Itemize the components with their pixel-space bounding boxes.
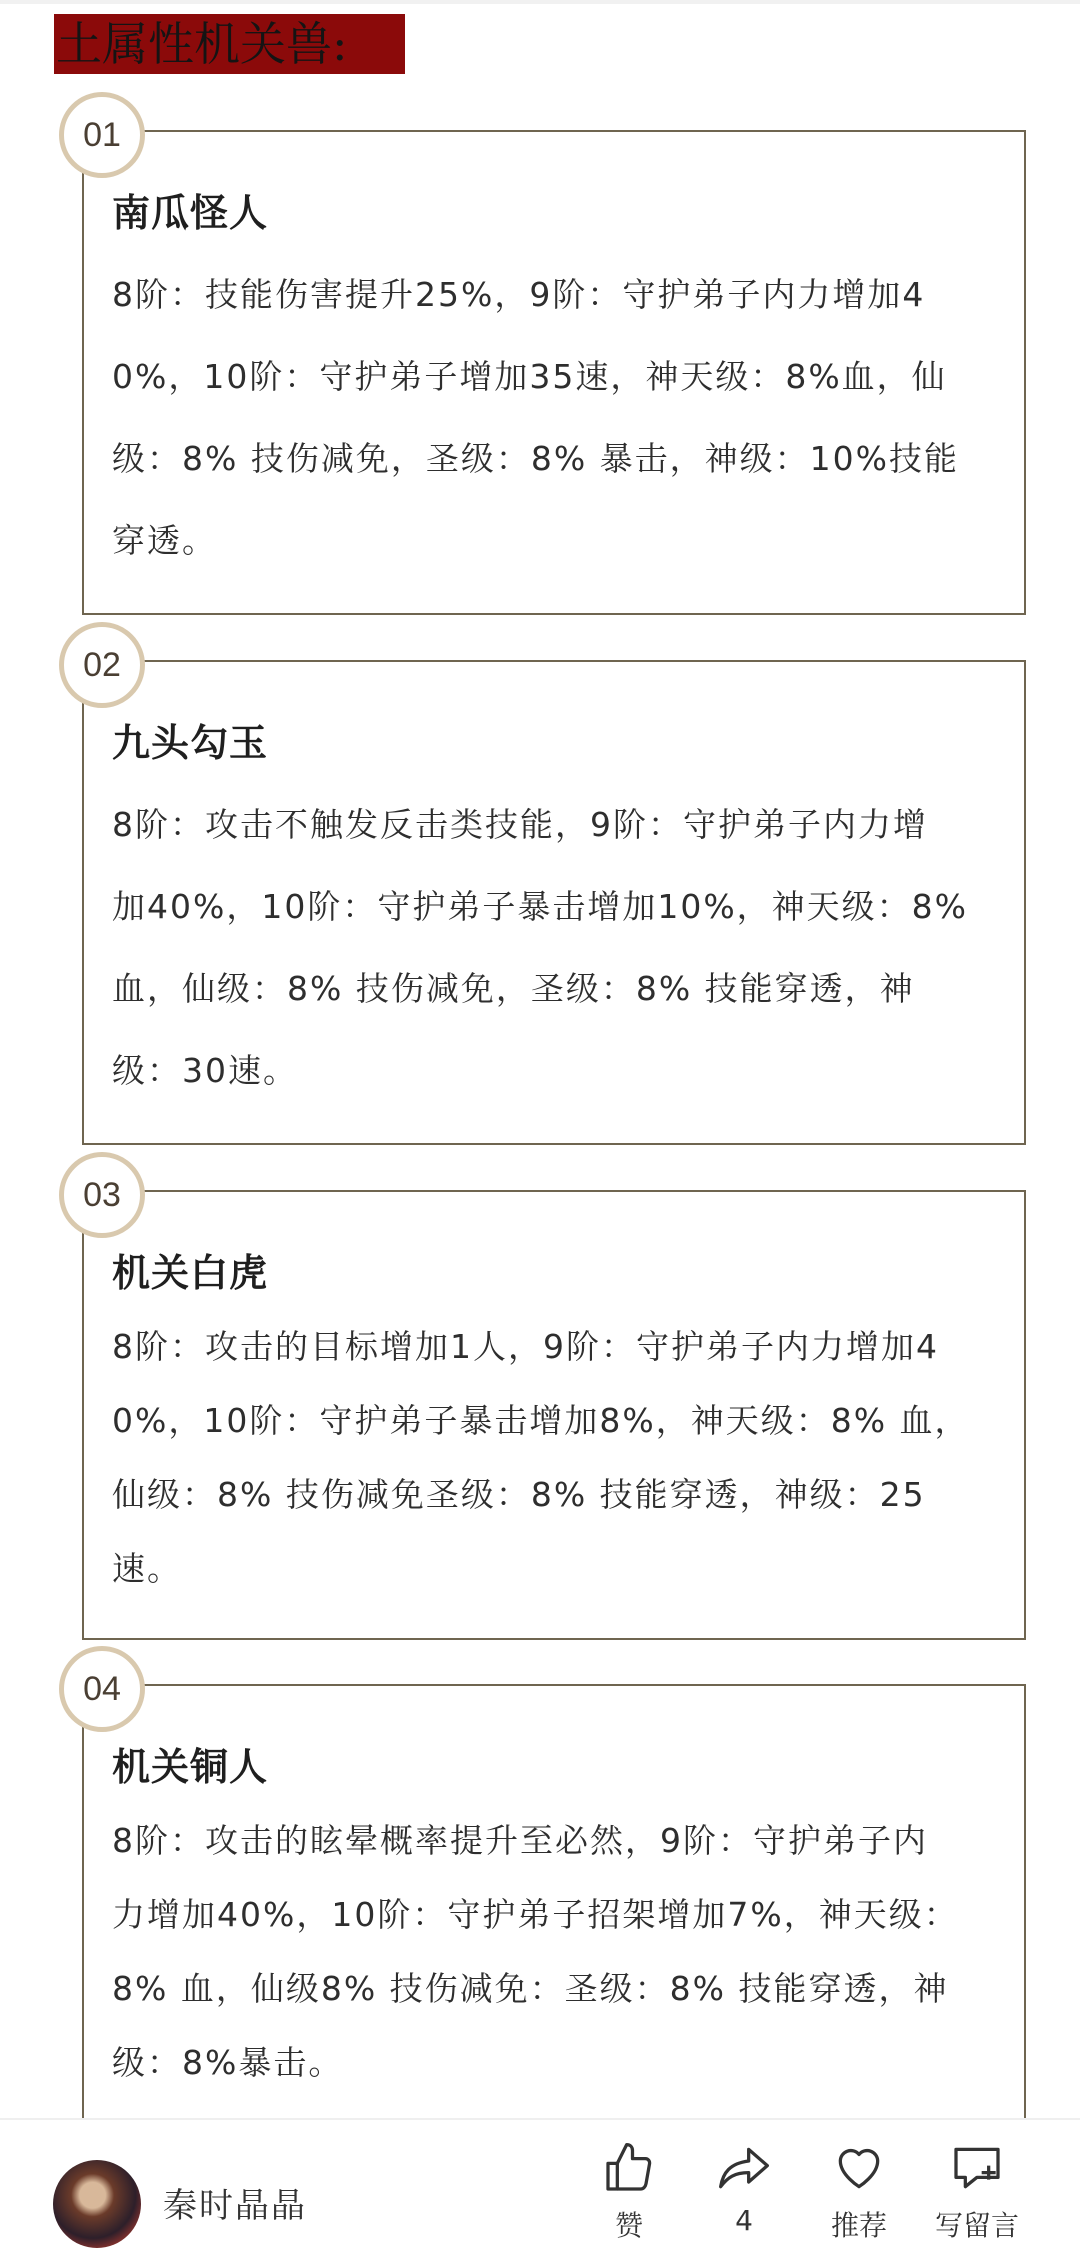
card-description <box>112 254 1000 582</box>
description-line: 级：8% 技伤减免，圣级：8% 暴击，神级：10%技能 <box>112 439 960 478</box>
card-description <box>112 1804 1000 2100</box>
write-comment-button[interactable] <box>922 2140 1032 2250</box>
description-line: 0%，10阶：守护弟子增加35速，神天级：8%血，仙 <box>112 357 947 396</box>
card-title: 南瓜怪人 <box>112 191 269 235</box>
description-line: 0%，10阶：守护弟子暴击增加8%，神天级：8% 血， <box>112 1401 970 1440</box>
card-number-badge: 04 <box>59 1646 145 1732</box>
card-description <box>112 784 1000 1112</box>
description-line: 8阶：攻击不触发反击类技能，9阶：守护弟子内力增 <box>112 805 928 844</box>
top-divider <box>0 0 1080 4</box>
description-line: 加40%，10阶：守护弟子暴击增加10%，神天级：8% <box>112 887 969 926</box>
thumbs-up-icon <box>601 2140 657 2196</box>
description-line: 力增加40%，10阶：守护弟子招架增加7%，神天级： <box>112 1895 959 1934</box>
description-line: 穿透。 <box>112 521 217 560</box>
heart-icon <box>831 2140 887 2196</box>
card-title: 机关白虎 <box>112 1251 269 1295</box>
card-number-badge: 03 <box>59 1152 145 1238</box>
comment-icon <box>949 2140 1005 2196</box>
card-number-badge: 02 <box>59 622 145 708</box>
description-line: 8阶：攻击的目标增加1人，9阶：守护弟子内力增加4 <box>112 1327 939 1366</box>
description-line: 级：30速。 <box>112 1051 298 1090</box>
description-line: 血，仙级：8% 技伤减免，圣级：8% 技能穿透，神 <box>112 969 915 1008</box>
share-button[interactable] <box>689 2140 799 2250</box>
like-button[interactable] <box>574 2140 684 2250</box>
description-line: 仙级：8% 技伤减免圣级：8% 技能穿透，神级：25 <box>112 1475 926 1514</box>
card-number-badge: 01 <box>59 92 145 178</box>
author-name[interactable]: 秦时晶晶 <box>163 2186 307 2226</box>
card-title: 机关铜人 <box>112 1745 269 1789</box>
card-description <box>112 1310 1000 1606</box>
share-icon <box>716 2140 772 2196</box>
description-line: 级：8%暴击。 <box>112 2043 344 2082</box>
recommend-label: 推荐 <box>830 2209 887 2242</box>
share-count: 4 <box>735 2204 753 2237</box>
recommend-button[interactable] <box>804 2140 914 2250</box>
card-02 <box>82 660 1026 1145</box>
write-comment-label: 写留言 <box>934 2209 1019 2242</box>
description-line: 速。 <box>112 1549 182 1588</box>
section-heading: 土属性机关兽: <box>54 14 405 74</box>
card-01 <box>82 130 1026 615</box>
bottom-action-bar <box>0 2118 1080 2255</box>
card-04 <box>82 1684 1026 2144</box>
description-line: 8% 血，仙级8% 技伤减免：圣级：8% 技能穿透，神 <box>112 1969 949 2008</box>
author-avatar[interactable] <box>53 2160 141 2248</box>
description-line: 8阶：技能伤害提升25%，9阶：守护弟子内力增加4 <box>112 275 926 314</box>
card-title: 九头勾玉 <box>112 721 269 765</box>
card-03 <box>82 1190 1026 1640</box>
like-label: 赞 <box>614 2209 643 2242</box>
description-line: 8阶：攻击的眩晕概率提升至必然，9阶：守护弟子内 <box>112 1821 928 1860</box>
